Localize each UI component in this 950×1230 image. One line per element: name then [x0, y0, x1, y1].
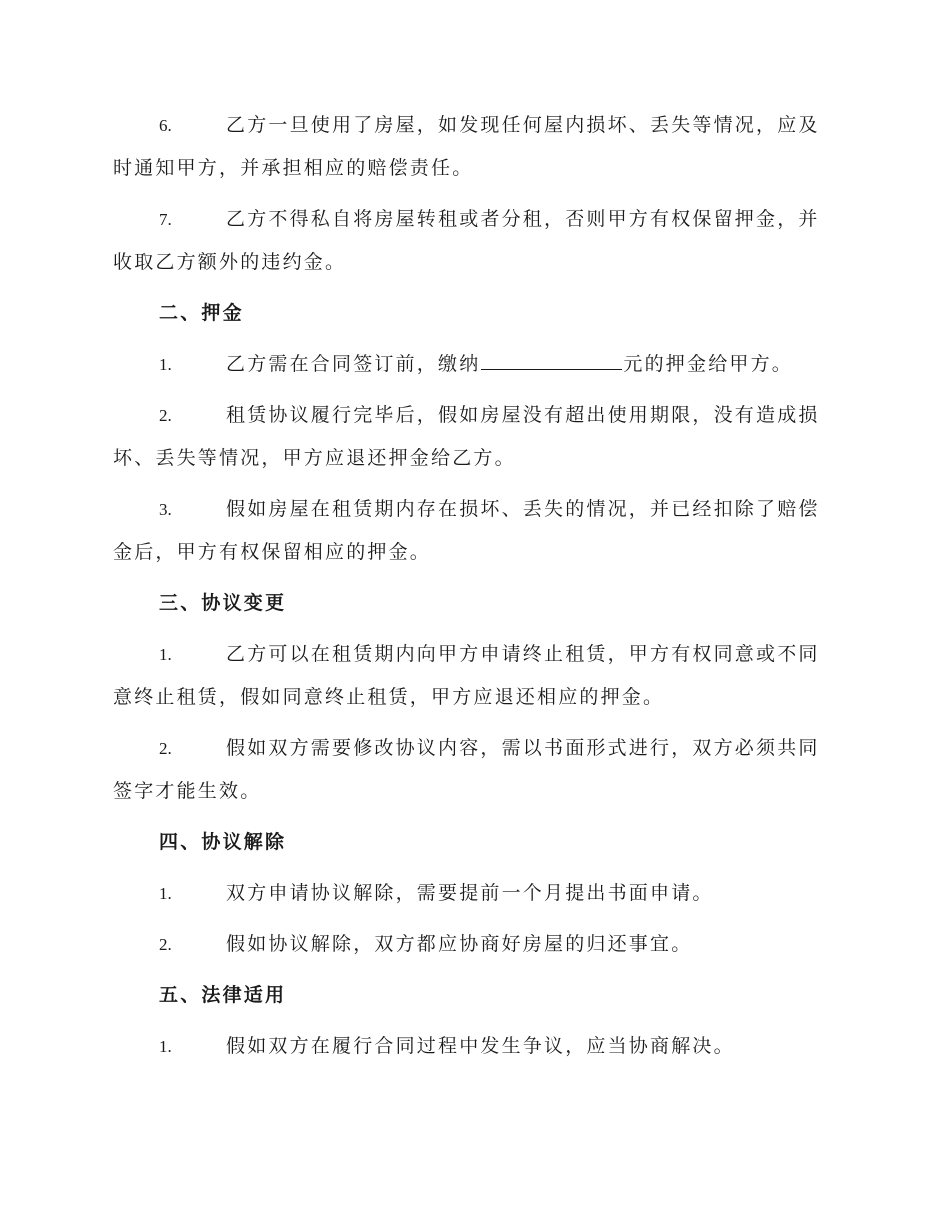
clause-number: 3.	[159, 500, 172, 519]
clause-text: 假如房屋在租赁期内存在损坏、丢失的情况，并已经扣除了赔偿金后，甲方有权保留相应的押金。	[113, 498, 820, 563]
clause-number: 2.	[159, 935, 172, 954]
clause-item	[113, 343, 835, 386]
clause-item	[113, 394, 835, 480]
clause-number: 1.	[159, 1037, 172, 1056]
clause-number: 2.	[159, 739, 172, 758]
clause-item	[113, 727, 835, 813]
clause-text: 元的押金给甲方。	[623, 353, 794, 375]
clause-text: 双方申请协议解除，需要提前一个月提出书面申请。	[226, 882, 714, 904]
clause-item	[113, 198, 835, 284]
clause-text: 租赁协议履行完毕后，假如房屋没有超出使用期限，没有造成损坏、丢失等情况，甲方应退还押金给乙方。	[113, 404, 820, 469]
clause-text: 假如双方需要修改协议内容，需以书面形式进行，双方必须共同签字才能生效。	[113, 737, 820, 802]
clause-text: 假如协议解除，双方都应协商好房屋的归还事宜。	[226, 933, 693, 955]
clause-item	[113, 488, 835, 574]
clause-item	[113, 923, 835, 966]
clause-item	[113, 872, 835, 915]
clause-text: 假如双方在履行合同过程中发生争议，应当协商解决。	[226, 1035, 735, 1057]
clause-item	[113, 104, 835, 190]
clause-text: 乙方需在合同签订前，缴纳	[226, 353, 481, 375]
clause-number: 2.	[159, 406, 172, 425]
clause-number: 7.	[159, 210, 172, 229]
clause-text: 乙方不得私自将房屋转租或者分租，否则甲方有权保留押金，并收取乙方额外的违约金。	[113, 208, 820, 273]
clause-number: 1.	[159, 884, 172, 903]
clause-item	[113, 633, 835, 719]
clause-number: 1.	[159, 355, 172, 374]
section-heading-deposit: 二、押金	[159, 302, 244, 324]
document-body	[113, 104, 835, 1076]
clause-text: 乙方一旦使用了房屋，如发现任何屋内损坏、丢失等情况，应及时通知甲方，并承担相应的赔偿责任。	[113, 114, 820, 179]
clause-number: 6.	[159, 116, 172, 135]
clause-text: 乙方可以在租赁期内向甲方申请终止租赁，甲方有权同意或不同意终止租赁，假如同意终止租赁，甲方应退还相应的押金。	[113, 643, 820, 708]
section-heading-termination: 四、协议解除	[159, 831, 287, 853]
section-heading-agreement-change: 三、协议变更	[159, 592, 287, 614]
deposit-amount-blank	[481, 349, 622, 370]
clause-item	[113, 1025, 835, 1068]
section-heading-applicable-law: 五、法律适用	[159, 984, 287, 1006]
clause-number: 1.	[159, 645, 172, 664]
